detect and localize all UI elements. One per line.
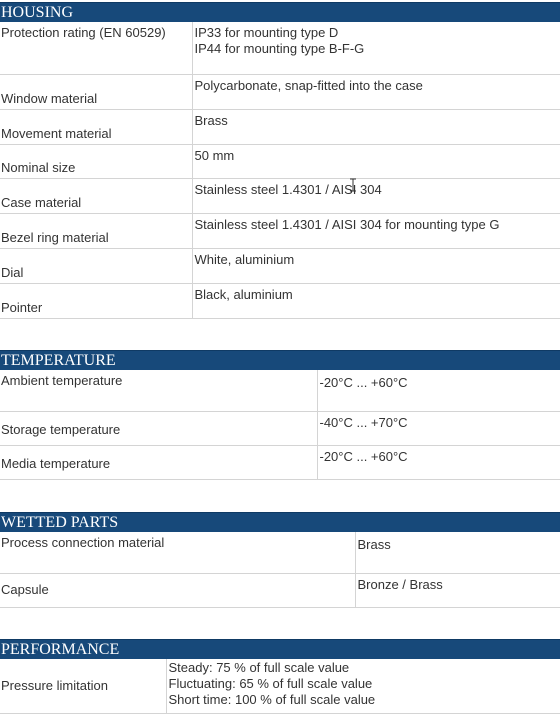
performance-section — [0, 639, 560, 714]
row-value: Polycarbonate, snap-fitted into the case — [192, 74, 560, 109]
table-row — [0, 213, 560, 248]
table-row — [0, 573, 560, 607]
row-value: Short time: 100 % of full scale value — [168, 692, 376, 707]
table-row — [0, 248, 560, 283]
table-row — [0, 445, 560, 479]
row-label: Case material — [0, 178, 192, 213]
row-value: White, aluminium — [192, 248, 560, 283]
row-value: Bronze / Brass — [355, 573, 560, 607]
row-value: Steady: 75 % of full scale value — [168, 660, 350, 675]
row-value: Black, aluminium — [192, 283, 560, 318]
row-label: Movement material — [0, 109, 192, 144]
row-label: Nominal size — [0, 144, 192, 178]
row-value: Stainless steel 1.4301 / AISI 304 — [192, 178, 560, 213]
table-row — [0, 283, 560, 318]
table-row — [0, 178, 560, 213]
temperature-header: TEMPERATURE — [0, 350, 560, 370]
table-row — [0, 370, 560, 411]
wetted-parts-header: WETTED PARTS — [0, 512, 560, 532]
row-value: Brass — [355, 532, 560, 573]
row-value: -40°C ... +70°C — [317, 411, 560, 445]
text-cursor-icon — [349, 178, 357, 192]
wetted-parts-section — [0, 512, 560, 608]
row-value: Stainless steel 1.4301 / AISI 304 for mounting type G — [192, 213, 560, 248]
performance-table — [0, 659, 560, 714]
housing-header: HOUSING — [0, 2, 560, 22]
row-label: Protection rating (EN 60529) — [0, 22, 192, 74]
row-label: Pointer — [0, 283, 192, 318]
table-row — [0, 74, 560, 109]
row-label: Pressure limitation — [0, 659, 166, 713]
temperature-section — [0, 350, 560, 480]
row-value: IP44 for mounting type B-F-G — [194, 41, 365, 56]
temperature-table — [0, 370, 560, 480]
table-row — [0, 659, 560, 713]
table-row — [0, 109, 560, 144]
housing-table — [0, 22, 560, 319]
row-value: -20°C ... +60°C — [317, 445, 560, 479]
housing-section — [0, 2, 560, 319]
row-value: 50 mm — [192, 144, 560, 178]
performance-header: PERFORMANCE — [0, 639, 560, 659]
row-label: Media temperature — [0, 445, 317, 479]
table-row — [0, 532, 560, 573]
row-label: Bezel ring material — [0, 213, 192, 248]
table-row — [0, 411, 560, 445]
row-label: Dial — [0, 248, 192, 283]
row-label: Capsule — [0, 573, 355, 607]
row-label: Storage temperature — [0, 411, 317, 445]
row-label: Window material — [0, 74, 192, 109]
table-row — [0, 22, 560, 74]
row-label: Ambient temperature — [0, 370, 317, 411]
row-value: Brass — [192, 109, 560, 144]
table-row — [0, 144, 560, 178]
wetted-parts-table — [0, 532, 560, 608]
row-value: IP33 for mounting type D — [194, 25, 339, 40]
row-value: Fluctuating: 65 % of full scale value — [168, 676, 373, 691]
row-value: -20°C ... +60°C — [317, 370, 560, 411]
row-label: Process connection material — [0, 532, 355, 573]
